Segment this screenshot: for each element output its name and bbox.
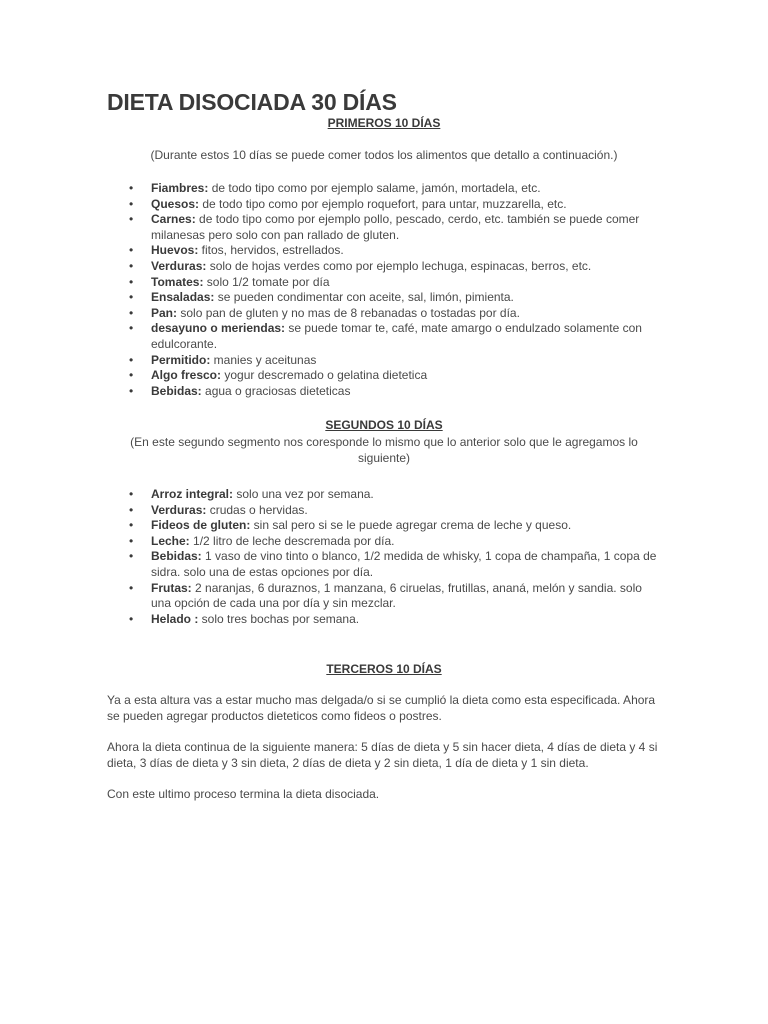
item-text: solo pan de gluten y no mas de 8 rebanadas o tostadas por día. xyxy=(177,305,520,320)
item-text: 1 vaso de vino tinto o blanco, 1/2 medida de whisky, 1 copa de champaña, 1 copa de sidra. solo una de estas opciones por día. xyxy=(151,549,657,579)
item-text: solo de hojas verdes como por ejemplo lechuga, espinacas, berros, etc. xyxy=(206,258,592,273)
food-list-segundos xyxy=(151,487,661,627)
paragraph: Ya a esta altura vas a estar mucho mas delgada/o si se cumplió la dieta como esta especificada. Ahora se pueden agregar productos dieteticos como fideos o postres. xyxy=(107,693,656,723)
list-item xyxy=(151,384,661,400)
item-label: Fiambres: xyxy=(151,181,209,195)
section-heading-segundos: SEGUNDOS 10 DÍAS xyxy=(325,418,443,432)
section-intro-segundos: (En este segundo segmento nos coresponde lo mismo que lo anterior solo que le agregamos lo siguiente) xyxy=(130,435,638,465)
item-label: Bebidas: xyxy=(151,549,202,564)
item-text: 1/2 litro de leche descremada por día. xyxy=(189,533,395,548)
item-text: se pueden condimentar con aceite, sal, limón, pimienta. xyxy=(214,290,514,305)
list-item xyxy=(151,487,661,503)
item-text: de todo tipo como por ejemplo pollo, pescado, cerdo, etc. también se puede comer milanesas pero solo con pan rallado de gluten. xyxy=(151,212,640,242)
list-item xyxy=(151,306,661,322)
list-item xyxy=(151,581,661,612)
item-label: Fideos de gluten: xyxy=(151,518,251,533)
item-text: solo 1/2 tomate por día xyxy=(203,274,330,289)
item-label: Leche: xyxy=(151,533,190,548)
item-label: Bebidas: xyxy=(151,383,202,398)
list-item xyxy=(151,368,661,384)
item-label: Pan: xyxy=(151,305,178,320)
item-label: Huevos: xyxy=(151,243,199,258)
item-text: de todo tipo como por ejemplo roquefort, para untar, muzzarella, etc. xyxy=(199,196,567,211)
item-label: Frutas: xyxy=(151,580,192,595)
item-label: Verduras: xyxy=(151,502,207,517)
list-item xyxy=(151,259,661,275)
item-text: sin sal pero si se le puede agregar crema de leche y queso. xyxy=(250,518,572,533)
list-item xyxy=(151,243,661,259)
list-item xyxy=(151,321,661,352)
item-label: Verduras: xyxy=(151,258,207,273)
item-label: Arroz integral: xyxy=(151,487,234,501)
item-text: 2 naranjas, 6 duraznos, 1 manzana, 6 ciruelas, frutillas, ananá, melón y sandia. solo una opción de cada una por día y sin mezclar. xyxy=(151,580,642,611)
section-heading-terceros: TERCEROS 10 DÍAS xyxy=(326,662,442,676)
list-item xyxy=(151,503,661,519)
food-list-primeros xyxy=(151,181,661,399)
item-text: manies y aceitunas xyxy=(210,352,317,367)
list-item xyxy=(151,290,661,306)
item-label: Carnes: xyxy=(151,212,196,227)
document-title: DIETA DISOCIADA 30 DÍAS xyxy=(107,89,397,115)
item-text: de todo tipo como por ejemplo salame, jamón, mortadela, etc. xyxy=(208,181,541,195)
list-item xyxy=(151,181,661,197)
list-item xyxy=(151,518,661,534)
item-label: Quesos: xyxy=(151,196,200,211)
paragraph: Ahora la dieta continua de la siguiente manera: 5 días de dieta y 5 sin hacer dieta, 4 días de dieta y 4 si dieta, 3 días de dieta y 3 sin dieta, 2 días de dieta y 2 sin dieta, 1 día de dieta y 1 sin dieta. xyxy=(107,740,658,770)
list-item xyxy=(151,549,661,580)
item-label: Permitido: xyxy=(151,352,211,367)
list-item xyxy=(151,353,661,369)
item-label: Ensaladas: xyxy=(151,290,215,305)
item-text: yogur descremado o gelatina dietetica xyxy=(221,368,428,383)
item-text: fitos, hervidos, estrellados. xyxy=(198,243,344,258)
item-label: Algo fresco: xyxy=(151,368,222,383)
list-item xyxy=(151,197,661,213)
section-intro-primeros: (Durante estos 10 días se puede comer todos los alimentos que detallo a continuación.) xyxy=(150,148,618,162)
item-text: solo una vez por semana. xyxy=(233,487,374,501)
list-item xyxy=(151,212,661,243)
item-label: Helado : xyxy=(151,611,199,626)
item-label: desayuno o meriendas: xyxy=(151,321,286,336)
list-item xyxy=(151,612,661,628)
paragraph: Con este ultimo proceso termina la dieta disociada. xyxy=(107,787,380,801)
item-text: agua o graciosas dieteticas xyxy=(201,383,351,398)
item-text: crudas o hervidas. xyxy=(206,502,308,517)
list-item xyxy=(151,275,661,291)
item-text: se puede tomar te, café, mate amargo o endulzado solamente con edulcorante. xyxy=(151,321,642,351)
item-label: Tomates: xyxy=(151,274,204,289)
section-heading-primeros: PRIMEROS 10 DÍAS xyxy=(327,116,441,130)
item-text: solo tres bochas por semana. xyxy=(198,611,360,626)
list-item xyxy=(151,534,661,550)
